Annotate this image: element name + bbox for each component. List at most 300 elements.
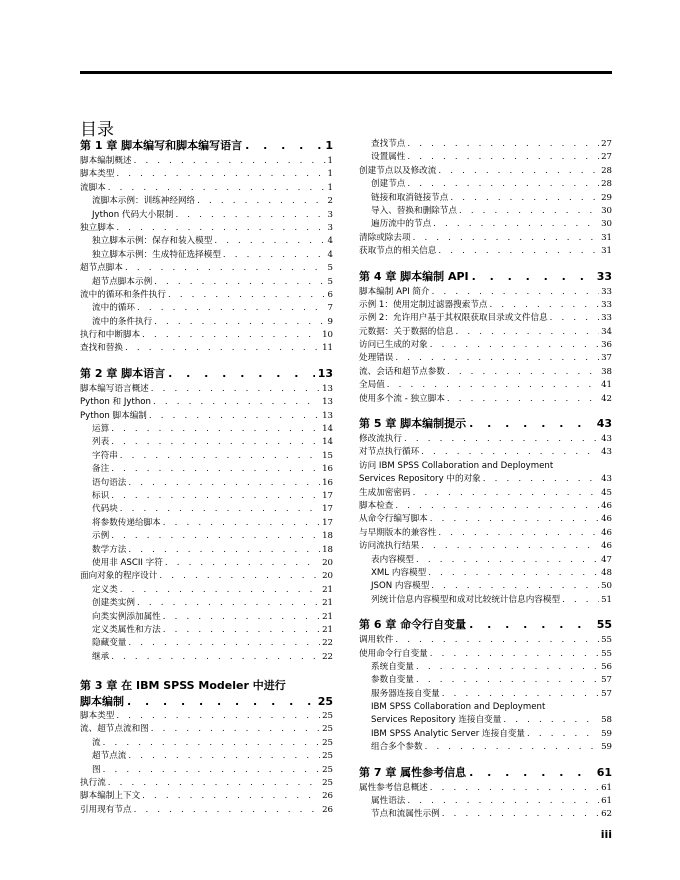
leader-dots [421,540,599,553]
toc-entry[interactable] [80,168,333,181]
toc-entry-title: 列表 [92,437,110,448]
leader-dots [163,517,320,530]
toc-entry-title: 表内容模型 [371,554,414,565]
toc-entry-title: 属性语法 [371,796,406,807]
toc-entry-title: 超节点流 [92,751,127,762]
leader-dots [116,168,325,181]
toc-entry[interactable] [359,151,612,164]
toc-entry[interactable] [359,433,612,446]
toc-entry-title: 运算 [92,424,110,435]
toc-entry[interactable] [359,527,612,540]
toc-entry-page: 31 [601,232,612,243]
toc-entry[interactable] [359,580,612,593]
toc-entry-title: 修改流执行 [359,434,402,445]
leader-dots [421,446,599,459]
chapter-title: 第 3 章 在 IBM SPSS Modeler 中进行 [80,679,286,693]
toc-entry-page: 13 [322,397,333,408]
chapter-heading[interactable] [359,765,612,780]
leader-dots [214,235,325,248]
toc-entry[interactable] [359,339,612,352]
toc-entry[interactable] [80,289,333,302]
toc-entry[interactable] [359,540,612,553]
leader-dots [395,352,599,365]
leader-dots [550,312,599,325]
toc-entry-title: 脚本编制 API 简介 [359,286,430,297]
toc-entry[interactable] [80,570,333,583]
leader-dots [404,433,599,446]
toc-entry-page: 51 [601,594,612,605]
toc-entry[interactable] [80,329,333,342]
toc-entry-page: 7 [327,303,333,314]
toc-entry-title: 流中的循环 [92,303,135,314]
toc-entry-title: 查找和替换 [80,343,123,354]
toc-entry-title: 清除或除去项 [359,232,411,243]
leader-dots [527,728,599,741]
toc-entry-page: 25 [322,764,333,775]
header-rule [80,71,612,74]
toc-entry[interactable] [359,192,612,205]
toc-entry[interactable] [80,276,333,289]
toc-entry[interactable] [359,487,612,500]
toc-entry[interactable] [80,597,333,610]
toc-list [80,155,333,356]
toc-entry-title: 生成加密密码 [359,487,411,498]
toc-entry[interactable] [80,804,333,817]
toc-entry-page: 17 [322,490,333,501]
chapter-heading[interactable] [359,269,612,284]
toc-left-column [80,138,333,817]
toc-entry-title: 脚本编写语言概述 [80,383,149,394]
toc-entry-page: 48 [601,567,612,578]
toc-entry-title: 流中的条件执行 [92,316,153,327]
chapter-page: 61 [596,765,612,779]
toc-entry-page: 22 [322,651,333,662]
leader-dots [116,710,320,723]
chapter-heading[interactable] [80,366,333,381]
toc-entry-page: 18 [322,544,333,555]
toc-entry[interactable] [80,624,333,637]
toc-entry[interactable] [80,249,333,262]
toc-entry[interactable] [80,530,333,543]
chapter-title-cont: 脚本编制 [80,695,124,709]
toc-entry[interactable] [80,790,333,803]
toc-entry[interactable] [359,513,612,526]
toc-entry-title: 继承 [92,651,110,662]
toc-entry-title-cont: Services Repository 连接自变量 [371,715,502,726]
toc-entry[interactable] [359,674,612,687]
toc-entry-title: Python 脚本编制 [80,410,147,421]
toc-list [359,487,612,608]
toc-entry[interactable] [359,232,612,245]
leader-dots [108,182,326,195]
toc-entry-page: 1 [327,182,333,193]
toc-entry[interactable] [80,436,333,449]
toc-entry-page: 17 [322,504,333,515]
toc-entry[interactable] [359,594,612,607]
toc-entry-page: 13 [322,383,333,394]
toc-entry-title: IBM SPSS Analytic Server 连接自变量 [371,728,526,739]
toc-entry-title: 流中的循环和条件执行 [80,289,166,300]
chapter-heading[interactable] [80,138,333,153]
toc-entry-page: 25 [322,751,333,762]
toc-entry[interactable] [80,737,333,750]
toc-entry-title: 隐藏变量 [92,638,127,649]
toc-list [359,728,612,755]
leader-dots [456,326,600,339]
toc-entry-title: 流、超节点流和图 [80,724,149,735]
leader-dots [154,276,325,289]
leader-dots [413,232,599,245]
toc-entry-title: 处理错误 [359,353,394,364]
toc-entry[interactable] [359,165,612,178]
toc-entry-title: 使用多个流 - 独立脚本 [359,393,445,404]
toc-entry[interactable] [80,750,333,763]
toc-entry-page: 55 [601,635,612,646]
toc-entry-page: 26 [322,804,333,815]
leader-dots [433,218,599,231]
toc-entry[interactable] [80,544,333,557]
page-title: 目录 [80,120,114,141]
toc-list [359,634,612,701]
toc-entry-title: 向类实例添加属性 [92,611,161,622]
chapter-title: 第 4 章 脚本编制 API [359,269,469,283]
toc-entry-page: 43 [601,474,612,485]
toc-entry[interactable] [359,741,612,754]
toc-entry-page: 30 [601,219,612,230]
toc-entry-page: 21 [322,584,333,595]
toc-entry-title: 属性参考信息概述 [359,782,428,793]
toc-entry-title: 访问流执行结果 [359,541,420,552]
toc-entry[interactable] [80,235,333,248]
toc-entry-page: 56 [601,661,612,672]
toc-entry[interactable] [80,463,333,476]
toc-entry[interactable] [359,661,612,674]
leader-dots [447,366,599,379]
toc-entry-page: 42 [601,393,612,404]
toc-entry[interactable] [80,517,333,530]
toc-entry-page: 59 [601,728,612,739]
toc-entry-title: 访问 IBM SPSS Collaboration and Deployment [359,460,554,471]
chapter-heading[interactable] [80,678,333,710]
leader-dots [103,737,320,750]
toc-entry[interactable] [80,450,333,463]
toc-entry[interactable] [80,209,333,222]
toc-entry[interactable] [359,795,612,808]
toc-list [80,383,333,664]
toc-entry-title: IBM SPSS Collaboration and Deployment [371,702,546,713]
toc-entry-page: 29 [601,192,612,203]
toc-entry[interactable] [80,777,333,790]
toc-entry-page: 58 [601,715,612,726]
leader-dots [125,262,326,275]
toc-entry[interactable] [80,503,333,516]
leader-dots [120,503,320,516]
toc-entry[interactable] [359,648,612,661]
toc-entry-title: 脚本类型 [80,711,115,722]
leader-dots [387,379,599,392]
toc-entry-page: 6 [327,289,333,300]
leader-dots [120,450,320,463]
leader-dots [137,597,320,610]
toc-entry-title-cont: Services Repository 中的对象 [359,474,481,485]
toc-entry[interactable] [359,393,612,406]
toc-entry[interactable] [359,299,612,312]
toc-entry-title: 使用非 ASCII 字符 [92,557,163,568]
toc-entry[interactable] [80,490,333,503]
toc-entry-page: 37 [601,353,612,364]
toc-entry-title: 全局值 [359,380,385,391]
toc-entry-page: 57 [601,675,612,686]
toc-entry[interactable] [80,342,333,355]
leader-dots [111,423,320,436]
toc-entry-page: 21 [322,611,333,622]
toc-entry-title: 导入、替换和删除节点 [371,205,457,216]
leader-dots [149,410,320,423]
leader-dots [416,661,599,674]
toc-entry-page: 61 [601,782,612,793]
toc-entry[interactable] [80,222,333,235]
chapter-title: 第 7 章 属性参考信息 [359,765,467,779]
toc-entry-title: Python 和 Jython [80,397,151,408]
toc-entry-page: 25 [322,778,333,789]
chapter-heading[interactable] [359,416,612,431]
toc-entry-title: 示例 [92,531,110,542]
toc-entry-page: 30 [601,205,612,216]
toc-entry-page: 21 [322,598,333,609]
toc-entry-page: 9 [327,316,333,327]
toc-entry-title: 流脚本示例：训练神经网络 [92,196,196,207]
toc-entry-page: 13 [322,410,333,421]
toc-entry-page: 57 [601,688,612,699]
leader-dots [469,765,594,780]
toc-entry[interactable] [359,567,612,580]
toc-entry[interactable] [80,195,333,208]
toc-entry-title: 独立脚本示例：生成特征选择模型 [92,249,221,260]
toc-list [80,710,333,817]
toc-entry[interactable] [80,410,333,423]
leader-dots [407,151,599,164]
chapter-page: 25 [317,695,333,709]
leader-dots [483,473,599,486]
toc-entry-title: 超节点脚本 [80,263,123,274]
toc-entry[interactable] [80,155,333,168]
chapter-title: 第 1 章 脚本编写和脚本编写语言 [80,139,243,152]
leader-dots [137,302,326,315]
toc-list [359,433,612,460]
toc-entry[interactable] [80,423,333,436]
leader-dots [103,764,320,777]
toc-entry[interactable] [359,366,612,379]
toc-entry-page: 11 [322,343,333,354]
toc-entry[interactable] [359,634,612,647]
toc-entry[interactable] [80,723,333,736]
leader-dots [416,674,599,687]
leader-dots [442,688,599,701]
toc-entry-title: 组合多个参数 [371,742,423,753]
leader-dots [432,286,599,299]
leader-dots [503,714,599,727]
toc-entry-title: 独立脚本 [80,222,115,233]
toc-entry-title: 访问已生成的对象 [359,340,428,351]
toc-entry-page: 59 [601,742,612,753]
toc-entry-title: 元数据：关于数据的信息 [359,326,454,337]
leader-dots [111,436,320,449]
toc-entry-title: 流 [92,737,101,748]
toc-entry-title: 创建节点以及修改流 [359,165,437,176]
toc-entry[interactable] [80,651,333,664]
toc-list [359,782,612,822]
toc-entry-title: 遍历流中的节点 [371,219,432,230]
toc-entry-page: 26 [322,791,333,802]
toc-entry[interactable] [359,808,612,821]
toc-entry-title: 脚本编制概述 [80,156,132,166]
toc-entry-title: 创建类实例 [92,598,135,609]
toc-entry-title: 与早期版本的兼容性 [359,527,437,538]
leader-dots [128,544,320,557]
leader-dots [163,611,320,624]
toc-entry[interactable] [80,477,333,490]
leader-dots [450,192,599,205]
toc-entry-page: 14 [322,424,333,435]
toc-entry-page: 10 [322,330,333,341]
leader-dots [168,366,315,381]
toc-entry[interactable] [359,701,612,728]
leader-dots [134,155,326,168]
toc-entry-page: 27 [601,152,612,163]
toc-entry[interactable] [359,205,612,218]
toc-entry-title: 定义类 [92,584,118,595]
toc-entry[interactable] [80,396,333,409]
toc-entry-title: 对节点执行循环 [359,447,420,458]
toc-entry[interactable] [359,500,612,513]
toc-entry[interactable] [359,352,612,365]
page-number: iii [600,828,612,841]
toc-entry[interactable] [80,710,333,723]
leader-dots [430,339,599,352]
toc-entry[interactable] [359,326,612,339]
toc-entry-page: 2 [327,196,333,207]
leader-dots [407,178,599,191]
toc-entry-title: 引用现有节点 [80,804,132,815]
toc-entry-title: 设置属性 [371,152,406,163]
toc-entry-page: 17 [322,517,333,528]
chapter-title: 第 5 章 脚本编制提示 [359,417,467,431]
toc-entry[interactable] [359,688,612,701]
toc-entry-title: 超节点脚本示例 [92,276,153,287]
leader-dots [125,342,320,355]
toc-entry-page: 1 [327,169,333,180]
toc-entry[interactable] [80,637,333,650]
leader-dots [223,249,326,262]
chapter-title: 第 6 章 命令行自变量 [359,618,467,632]
leader-dots [245,138,322,153]
toc-entry[interactable] [359,379,612,392]
toc-entry-title: 流、会话和超节点参数 [359,366,445,377]
toc-entry[interactable] [359,446,612,459]
toc-entry[interactable] [359,286,612,299]
toc-entry[interactable] [359,245,612,258]
leader-dots [413,487,599,500]
toc-entry[interactable] [80,262,333,275]
toc-entry-title: 脚本编制上下文 [80,791,141,802]
toc-entry[interactable] [359,312,612,325]
toc-entry-page: 16 [322,464,333,475]
toc-entry[interactable] [359,138,612,151]
toc-entry-page: 47 [601,554,612,565]
toc-entry-page: 22 [322,638,333,649]
toc-entry-page: 28 [601,165,612,176]
toc-entry-page: 41 [601,380,612,391]
chapter-page: 55 [596,618,612,632]
leader-dots [111,490,320,503]
toc-entry-title: 标识 [92,490,110,501]
toc-entry-title: Jython 代码大小限制 [92,209,174,220]
leader-dots [134,804,320,817]
toc-entry-page: 28 [601,179,612,190]
toc-entry[interactable] [359,782,612,795]
leader-dots [197,195,325,208]
leader-dots [168,289,326,302]
leader-dots [111,463,320,476]
toc-entry-title: 代码块 [92,504,118,515]
toc-entry-page: 62 [601,809,612,820]
toc-entry[interactable] [80,611,333,624]
leader-dots [430,648,599,661]
leader-dots [142,790,320,803]
leader-dots [151,723,320,736]
toc-entry[interactable] [80,584,333,597]
chapter-title: 第 2 章 脚本语言 [80,366,166,380]
toc-entry-title: 参数自变量 [371,675,414,686]
toc-entry[interactable] [359,460,612,487]
leader-dots [108,777,320,790]
toc-entry[interactable] [80,302,333,315]
leader-dots [447,393,599,406]
toc-entry-title: 执行流 [80,778,106,789]
toc-entry[interactable] [80,383,333,396]
chapter-page: 43 [596,417,612,431]
leader-dots [154,316,325,329]
toc-entry[interactable] [80,316,333,329]
chapter-page: 1 [325,139,333,152]
toc-entry[interactable] [359,178,612,191]
toc-entry[interactable] [80,557,333,570]
toc-entry-page: 45 [601,487,612,498]
leader-dots [128,637,320,650]
toc-entry-title: 系统自变量 [371,661,414,672]
toc-entry[interactable] [359,218,612,231]
toc-entry-page: 46 [601,541,612,552]
leader-dots [111,530,320,543]
toc-entry[interactable] [80,764,333,777]
chapter-page: 33 [596,269,612,283]
toc-entry[interactable] [80,182,333,195]
leader-dots [430,513,599,526]
leader-dots [469,617,594,632]
leader-dots [425,741,599,754]
leader-dots [442,808,599,821]
toc-entry-title: 列统计信息内容模型和成对比较统计信息内容模型 [371,594,561,605]
leader-dots [127,694,315,710]
chapter-heading[interactable] [359,617,612,632]
toc-entry-page: 5 [327,276,333,287]
toc-entry[interactable] [359,554,612,567]
toc-entry[interactable] [359,728,612,741]
leader-dots [430,782,599,795]
toc-entry-page: 5 [327,263,333,274]
toc-entry-page: 4 [327,249,333,260]
toc-entry-title: 定义类属性和方法 [92,624,161,635]
